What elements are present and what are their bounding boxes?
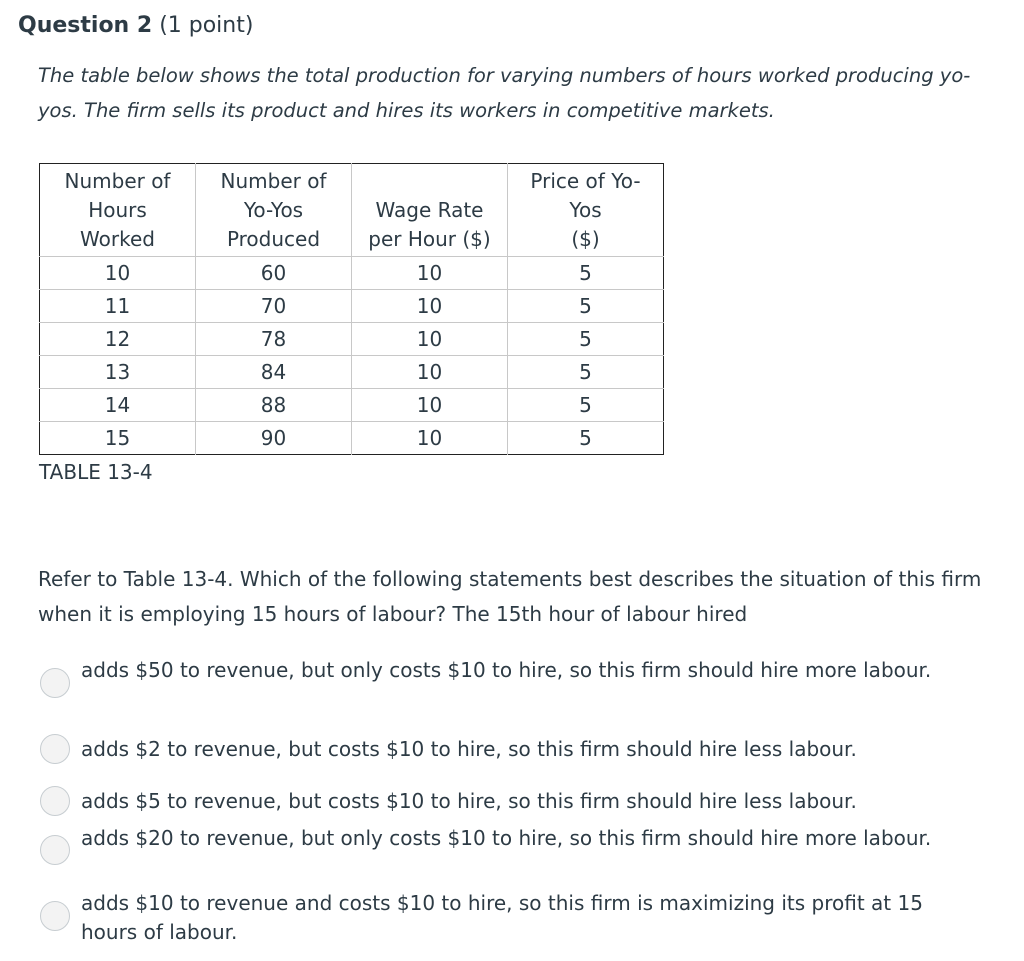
- header-line: Number of: [220, 169, 327, 193]
- table-cell: 10: [352, 422, 508, 455]
- table-cell: 90: [196, 422, 352, 455]
- answer-option[interactable]: [40, 888, 940, 948]
- question-title: Question 2: [18, 13, 153, 38]
- header-yoyos-produced: [196, 164, 352, 257]
- table-cell: 10: [352, 356, 508, 389]
- radio-button[interactable]: [40, 901, 70, 931]
- answer-option[interactable]: [40, 823, 940, 883]
- header-line: Worked: [80, 227, 155, 251]
- radio-button[interactable]: [40, 786, 70, 816]
- question-prompt: Refer to Table 13-4. Which of the following statements best describes the situation of this firm when it is employing 15 hours of labour? The 15th hour of labour hired: [38, 567, 982, 626]
- table-cell: 5: [508, 290, 664, 323]
- table-row: [40, 389, 664, 422]
- table-cell: 88: [196, 389, 352, 422]
- header-wage-rate: [352, 164, 508, 257]
- table-cell: 12: [40, 323, 196, 356]
- header-line: Wage Rate: [375, 198, 484, 222]
- answer-text[interactable]: adds $20 to revenue, but only costs $10 to hire, so this firm should hire more labour.: [81, 826, 932, 850]
- header-line: per Hour ($): [368, 227, 491, 251]
- answer-text[interactable]: adds $50 to revenue, but only costs $10 to hire, so this firm should hire more labour.: [81, 658, 932, 682]
- table-cell: 5: [508, 323, 664, 356]
- header-line: Hours: [88, 198, 147, 222]
- answer-text[interactable]: adds $2 to revenue, but costs $10 to hire, so this firm should hire less labour.: [81, 737, 857, 761]
- table-cell: 10: [352, 389, 508, 422]
- question-intro: The table below shows the total production for varying numbers of hours worked producing yo-yos. The firm sells its product and hires its workers in competitive markets.: [38, 64, 971, 122]
- answer-text[interactable]: adds $5 to revenue, but costs $10 to hire, so this firm should hire less labour.: [81, 789, 857, 813]
- table-cell: 5: [508, 257, 664, 290]
- table-cell: 11: [40, 290, 196, 323]
- answer-option[interactable]: [40, 785, 940, 817]
- answer-option[interactable]: [40, 655, 940, 715]
- table-row: [40, 422, 664, 455]
- table-header-row: [40, 164, 664, 257]
- header-line: Produced: [226, 227, 321, 251]
- table-cell: 10: [352, 323, 508, 356]
- radio-button[interactable]: [40, 835, 70, 865]
- radio-button[interactable]: [40, 734, 70, 764]
- question-header: [18, 12, 253, 40]
- table-cell: 5: [508, 389, 664, 422]
- header-price: [508, 164, 664, 257]
- table-cell: 10: [352, 257, 508, 290]
- table-cell: 78: [196, 323, 352, 356]
- header-line: ($): [571, 227, 600, 251]
- production-table: [39, 163, 664, 455]
- table-cell: 13: [40, 356, 196, 389]
- table-row: [40, 257, 664, 290]
- radio-button[interactable]: [40, 668, 70, 698]
- table-cell: 5: [508, 356, 664, 389]
- header-line: Price of Yo-: [530, 169, 641, 193]
- header-hours-worked: [40, 164, 196, 257]
- answer-option[interactable]: [40, 733, 940, 765]
- table-cell: 70: [196, 290, 352, 323]
- table-cell: 84: [196, 356, 352, 389]
- table-cell: 15: [40, 422, 196, 455]
- table-cell: 10: [40, 257, 196, 290]
- table-row: [40, 323, 664, 356]
- table-row: [40, 290, 664, 323]
- table-cell: 14: [40, 389, 196, 422]
- header-line: Yo-Yos: [243, 198, 304, 222]
- table-cell: 60: [196, 257, 352, 290]
- header-line: Yos: [569, 198, 602, 222]
- header-line: Number of: [64, 169, 171, 193]
- table-cell: 5: [508, 422, 664, 455]
- table-cell: 10: [352, 290, 508, 323]
- answer-text[interactable]: adds $10 to revenue and costs $10 to hire, so this firm is maximizing its profit at 15 hours of labour.: [81, 891, 923, 944]
- table-row: [40, 356, 664, 389]
- question-points: (1 point): [159, 13, 254, 38]
- table-caption: TABLE 13-4: [39, 460, 153, 484]
